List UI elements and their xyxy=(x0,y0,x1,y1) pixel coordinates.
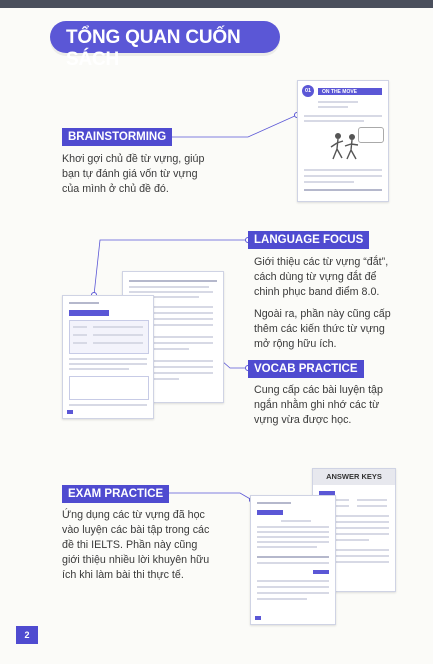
exam-practice-page-thumbnail xyxy=(250,495,336,625)
language-focus-text-1: Giới thiệu các từ vựng “đắt”, cách dùng từ vựng đắt để chinh phục band điểm 8.0. xyxy=(254,256,389,298)
unit-page-thumbnail xyxy=(297,80,389,202)
exam-practice-description xyxy=(62,508,210,590)
page-title: TỔNG QUAN CUỐN SÁCH xyxy=(66,27,241,70)
language-focus-page-thumbnail xyxy=(62,295,154,419)
vocab-practice-description xyxy=(254,383,399,435)
connector-brainstorming xyxy=(165,115,297,137)
brainstorming-text: Khơi gợi chủ đề từ vựng, giúp bạn tự đánh giá vốn từ vựng của mình ở chủ đề đó. xyxy=(62,153,205,195)
exam-practice-text: Ứng dụng các từ vựng đã học vào luyện các bài tập trong các đề thi IELTS. Phần này cũng giới thiệu nhiều lời khuyên hữu ích khi làm bài thi thực tế. xyxy=(62,509,210,581)
unit-badge: 01 xyxy=(302,85,314,97)
vocab-practice-text: Cung cấp các bài luyện tập ngắn nhằm ghi nhớ các từ vựng vừa được học. xyxy=(254,384,383,426)
language-focus-label: LANGUAGE FOCUS xyxy=(248,231,369,249)
brainstorming-label: BRAINSTORMING xyxy=(62,128,172,146)
language-focus-description xyxy=(254,255,399,359)
vocab-practice-label: VOCAB PRACTICE xyxy=(248,360,364,378)
page-number: 2 xyxy=(16,626,38,644)
connector-exam-practice xyxy=(160,493,252,500)
language-focus-text-2: Ngoài ra, phần này cũng cấp thêm các kiến thức từ vựng mở rộng hữu ích. xyxy=(254,308,391,350)
speech-bubble xyxy=(358,127,384,143)
answer-keys-title: ANSWER KEYS xyxy=(313,469,395,485)
brainstorming-description xyxy=(62,152,212,204)
exam-practice-label: EXAM PRACTICE xyxy=(62,485,169,503)
unit-title: ON THE MOVE xyxy=(322,89,358,95)
